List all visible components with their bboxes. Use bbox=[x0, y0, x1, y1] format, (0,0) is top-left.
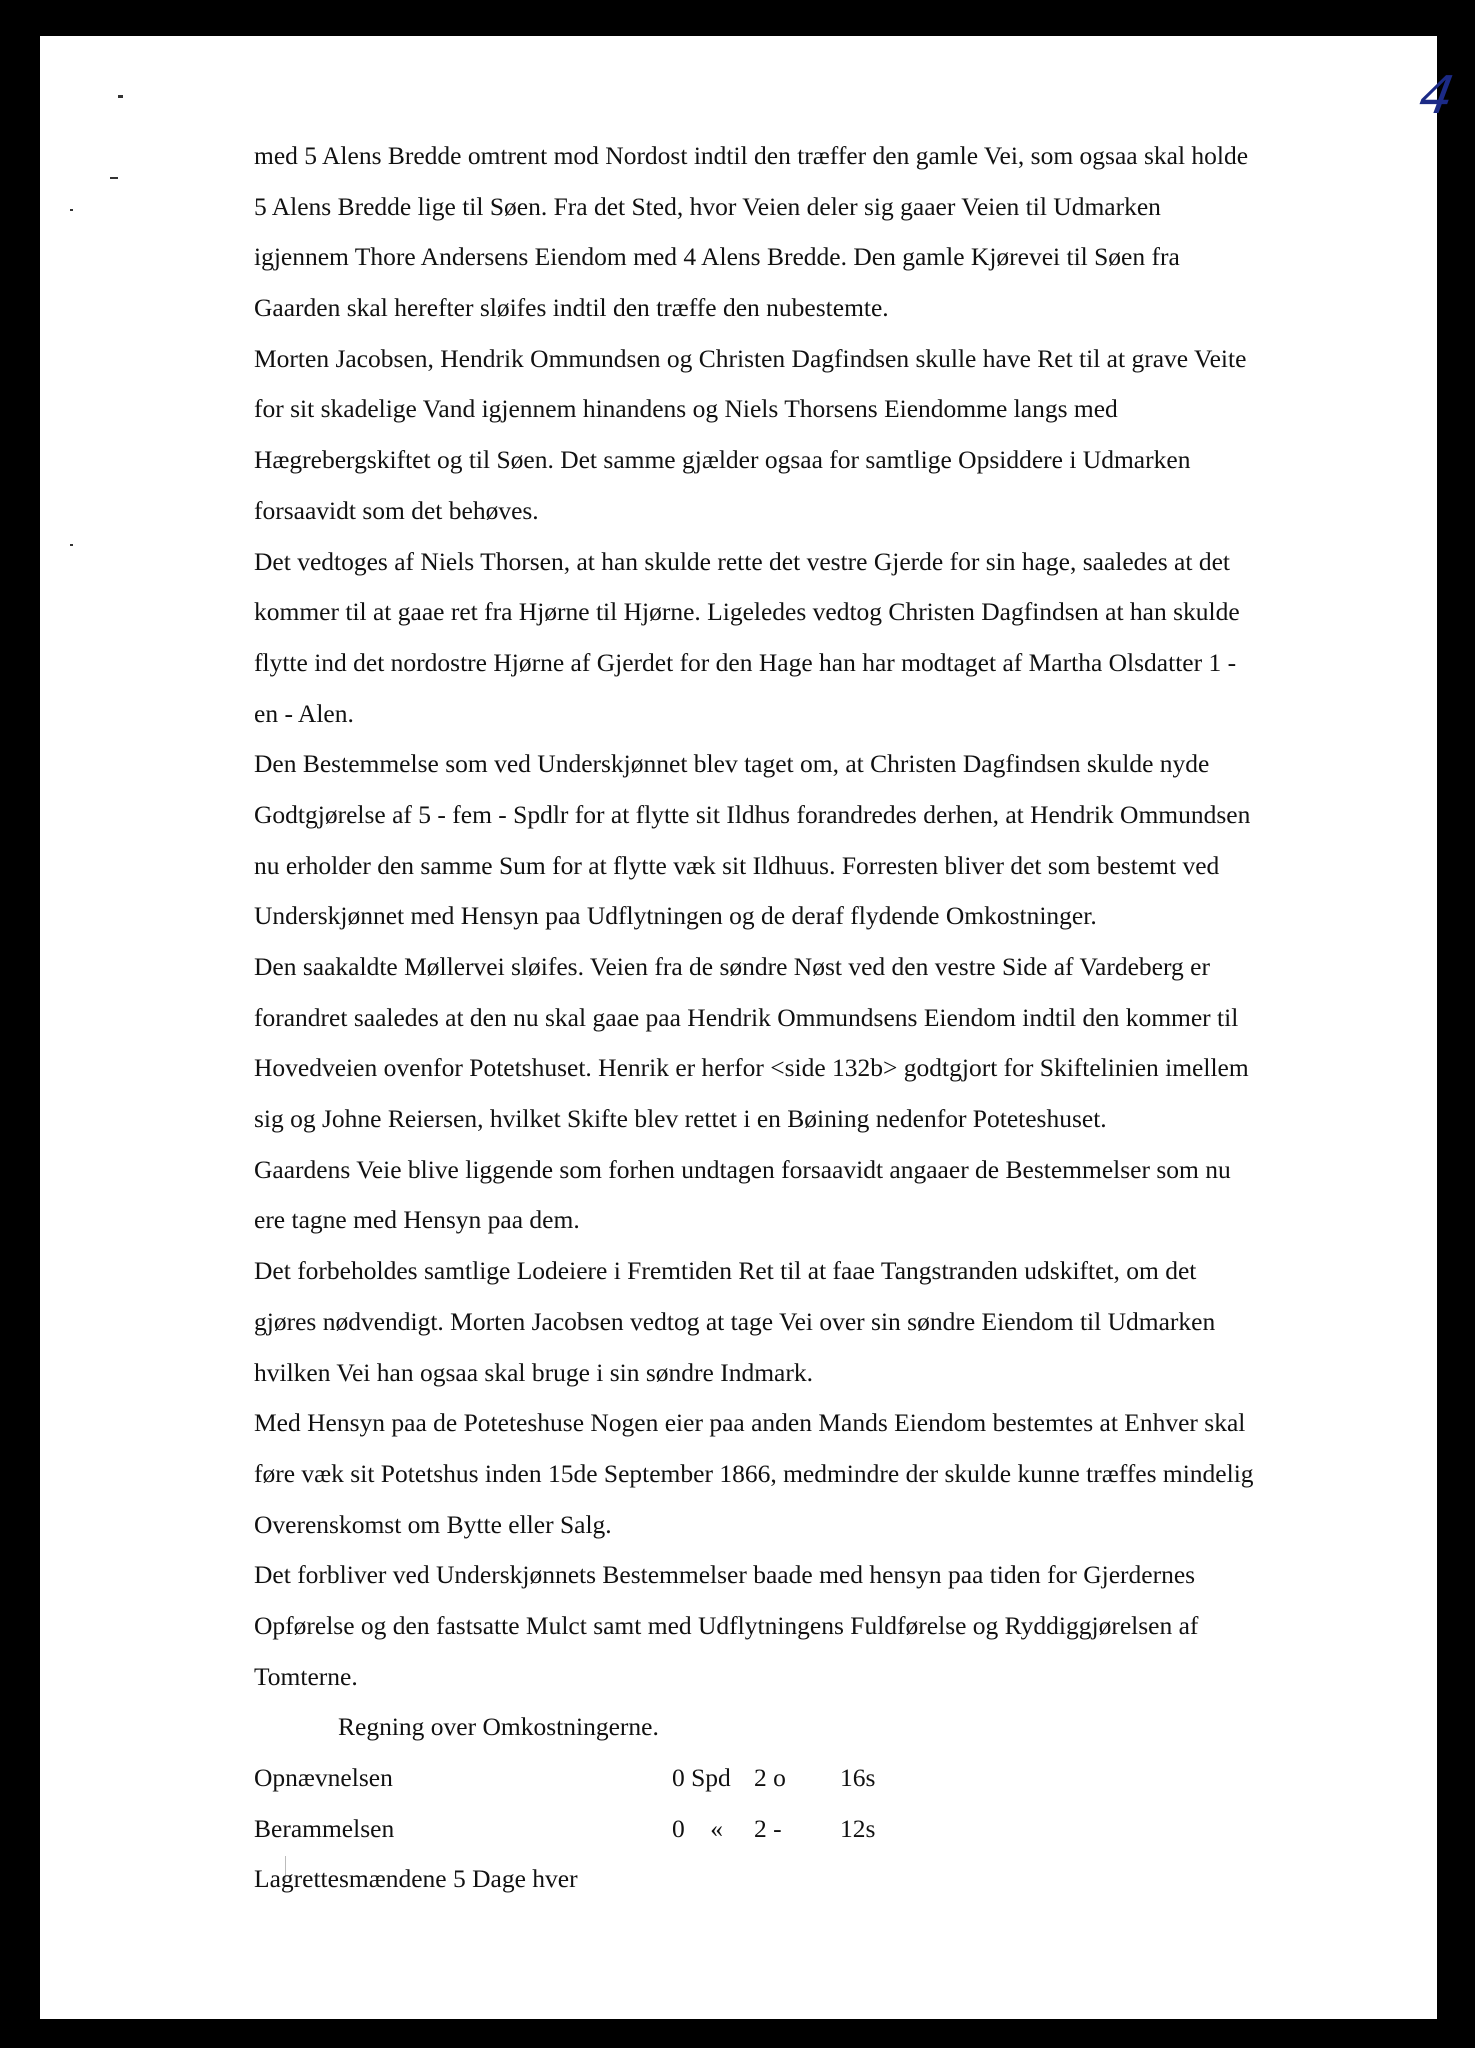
account-row-skilling: 12s bbox=[840, 1813, 876, 1843]
text-line: Det forbliver ved Underskjønnets Bestemmelser baade med hensyn paa tiden for Gjerdernes bbox=[254, 1560, 1196, 1590]
scan-speck bbox=[110, 177, 118, 179]
text-line: Med Hensyn paa de Poteteshuse Nogen eier paa anden Mands Eiendom bestemtes at Enhver skal bbox=[254, 1408, 1246, 1438]
text-line: føre væk sit Potetshus inden 15de September 1866, medmindre der skulde kunne træffes mindelig bbox=[254, 1458, 1254, 1488]
text-line: Den saakaldte Møllervei sløifes. Veien fra de søndre Nøst ved den vestre Side af Vardeberg er bbox=[254, 952, 1210, 981]
scan-speck bbox=[118, 95, 123, 98]
text-line: for sit skadelige Vand igjennem hinandens og Niels Thorsens Eiendomme langs med bbox=[254, 394, 1118, 424]
text-line: Den Bestemmelse som ved Underskjønnet blev taget om, at Christen Dagfindsen skulde nyde bbox=[254, 749, 1210, 779]
text-line: hvilken Vei han ogsaa skal bruge i sin søndre Indmark. bbox=[254, 1357, 813, 1387]
account-row bbox=[254, 1753, 1394, 1804]
account-row-ort: 2 - bbox=[754, 1813, 782, 1843]
account-row-skilling: 16s bbox=[840, 1763, 876, 1792]
text-line: forsaavidt som det behøves. bbox=[254, 495, 539, 525]
text-line: Hægrebergskiftet og til Søen. Det samme gjælder ogsaa for samtlige Opsiddere i Udmarken bbox=[254, 445, 1191, 475]
account-row-speciedaler: 0 Spd bbox=[672, 1763, 731, 1792]
text-line: ere tagne med Hensyn paa dem. bbox=[254, 1205, 580, 1235]
account-row-label: Berammelsen bbox=[254, 1813, 395, 1843]
text-line: igjennem Thore Andersens Eiendom med 4 Alens Bredde. Den gamle Kjørevei til Søen fra bbox=[254, 242, 1180, 272]
text-line: Hovedveien ovenfor Potetshuset. Henrik er herfor <side 132b> godtgjort for Skiftelinien imellem bbox=[254, 1053, 1249, 1083]
text-line: Overenskomst om Bytte eller Salg. bbox=[254, 1509, 612, 1539]
account-heading: Regning over Omkostningerne. bbox=[338, 1712, 659, 1742]
text-line: med 5 Alens Bredde omtrent mod Nordost indtil den træffer den gamle Vei, som ogsaa skal holde bbox=[254, 141, 1249, 170]
text-line: Gaardens Veie blive liggende som forhen undtagen forsaavidt angaaer de Bestemmelser som nu bbox=[254, 1154, 1231, 1184]
text-line: flytte ind det nordostre Hjørne af Gjerdet for den Hage han har modtaget af Martha Olsdatter 1 - bbox=[254, 647, 1237, 677]
text-line: Godtgjørelse af 5 - fem - Spdlr for at flytte sit Ildhus forandredes derhen, at Hendrik Ommundsen bbox=[254, 799, 1251, 829]
text-line: Gaarden skal herefter sløifes indtil den træffe den nubestemte. bbox=[254, 293, 889, 323]
text-line: kommer til at gaae ret fra Hjørne til Hjørne. Ligeledes vedtog Christen Dagfindsen at han skulde bbox=[254, 597, 1240, 627]
account-row bbox=[254, 1854, 1394, 1905]
account-row-label: Opnævnelsen bbox=[254, 1763, 393, 1792]
account-row-ort: 2 o bbox=[754, 1763, 786, 1792]
document-body bbox=[254, 131, 1394, 1905]
text-line: forandret saaledes at den nu skal gaae paa Hendrik Ommundsens Eiendom indtil den kommer til bbox=[254, 1002, 1239, 1032]
text-line: Opførelse og den fastsatte Mulct samt med Udflytningens Fuldførelse og Ryddiggjørelsen af bbox=[254, 1610, 1199, 1640]
text-line: gjøres nødvendigt. Morten Jacobsen vedtog at tage Vei over sin søndre Eiendom til Udmarken bbox=[254, 1306, 1216, 1336]
account-row bbox=[254, 1804, 1394, 1855]
text-line: Morten Jacobsen, Hendrik Ommundsen og Christen Dagfindsen skulle have Ret til at grave Veite bbox=[254, 343, 1247, 373]
scan-speck bbox=[70, 544, 73, 546]
scan-speck bbox=[70, 209, 73, 211]
account-row-label: Lagrettesmændene 5 Dage hver bbox=[254, 1864, 578, 1894]
account-row-speciedaler: 0 « bbox=[672, 1813, 723, 1843]
text-line: Det forbeholdes samtlige Lodeiere i Fremtiden Ret til at faae Tangstranden udskiftet, om det bbox=[254, 1256, 1197, 1286]
text-line: en - Alen. bbox=[254, 698, 354, 728]
text-line: sig og Johne Reiersen, hvilket Skifte blev rettet i en Bøining nedenfor Poteteshuset. bbox=[254, 1104, 1107, 1134]
page-number: 4 bbox=[1414, 66, 1459, 126]
text-line: 5 Alens Bredde lige til Søen. Fra det Sted, hvor Veien deler sig gaaer Veien til Udmarken bbox=[254, 191, 1161, 221]
text-line: Det vedtoges af Niels Thorsen, at han skulde rette det vestre Gjerde for sin hage, saaledes at det bbox=[254, 546, 1230, 576]
text-line: nu erholder den samme Sum for at flytte væk sit Ildhuus. Forresten bliver det som bestemt ved bbox=[254, 850, 1220, 880]
text-line: Underskjønnet med Hensyn paa Udflytningen og de deraf flydende Omkostninger. bbox=[254, 901, 1097, 931]
text-line: Tomterne. bbox=[254, 1661, 358, 1691]
